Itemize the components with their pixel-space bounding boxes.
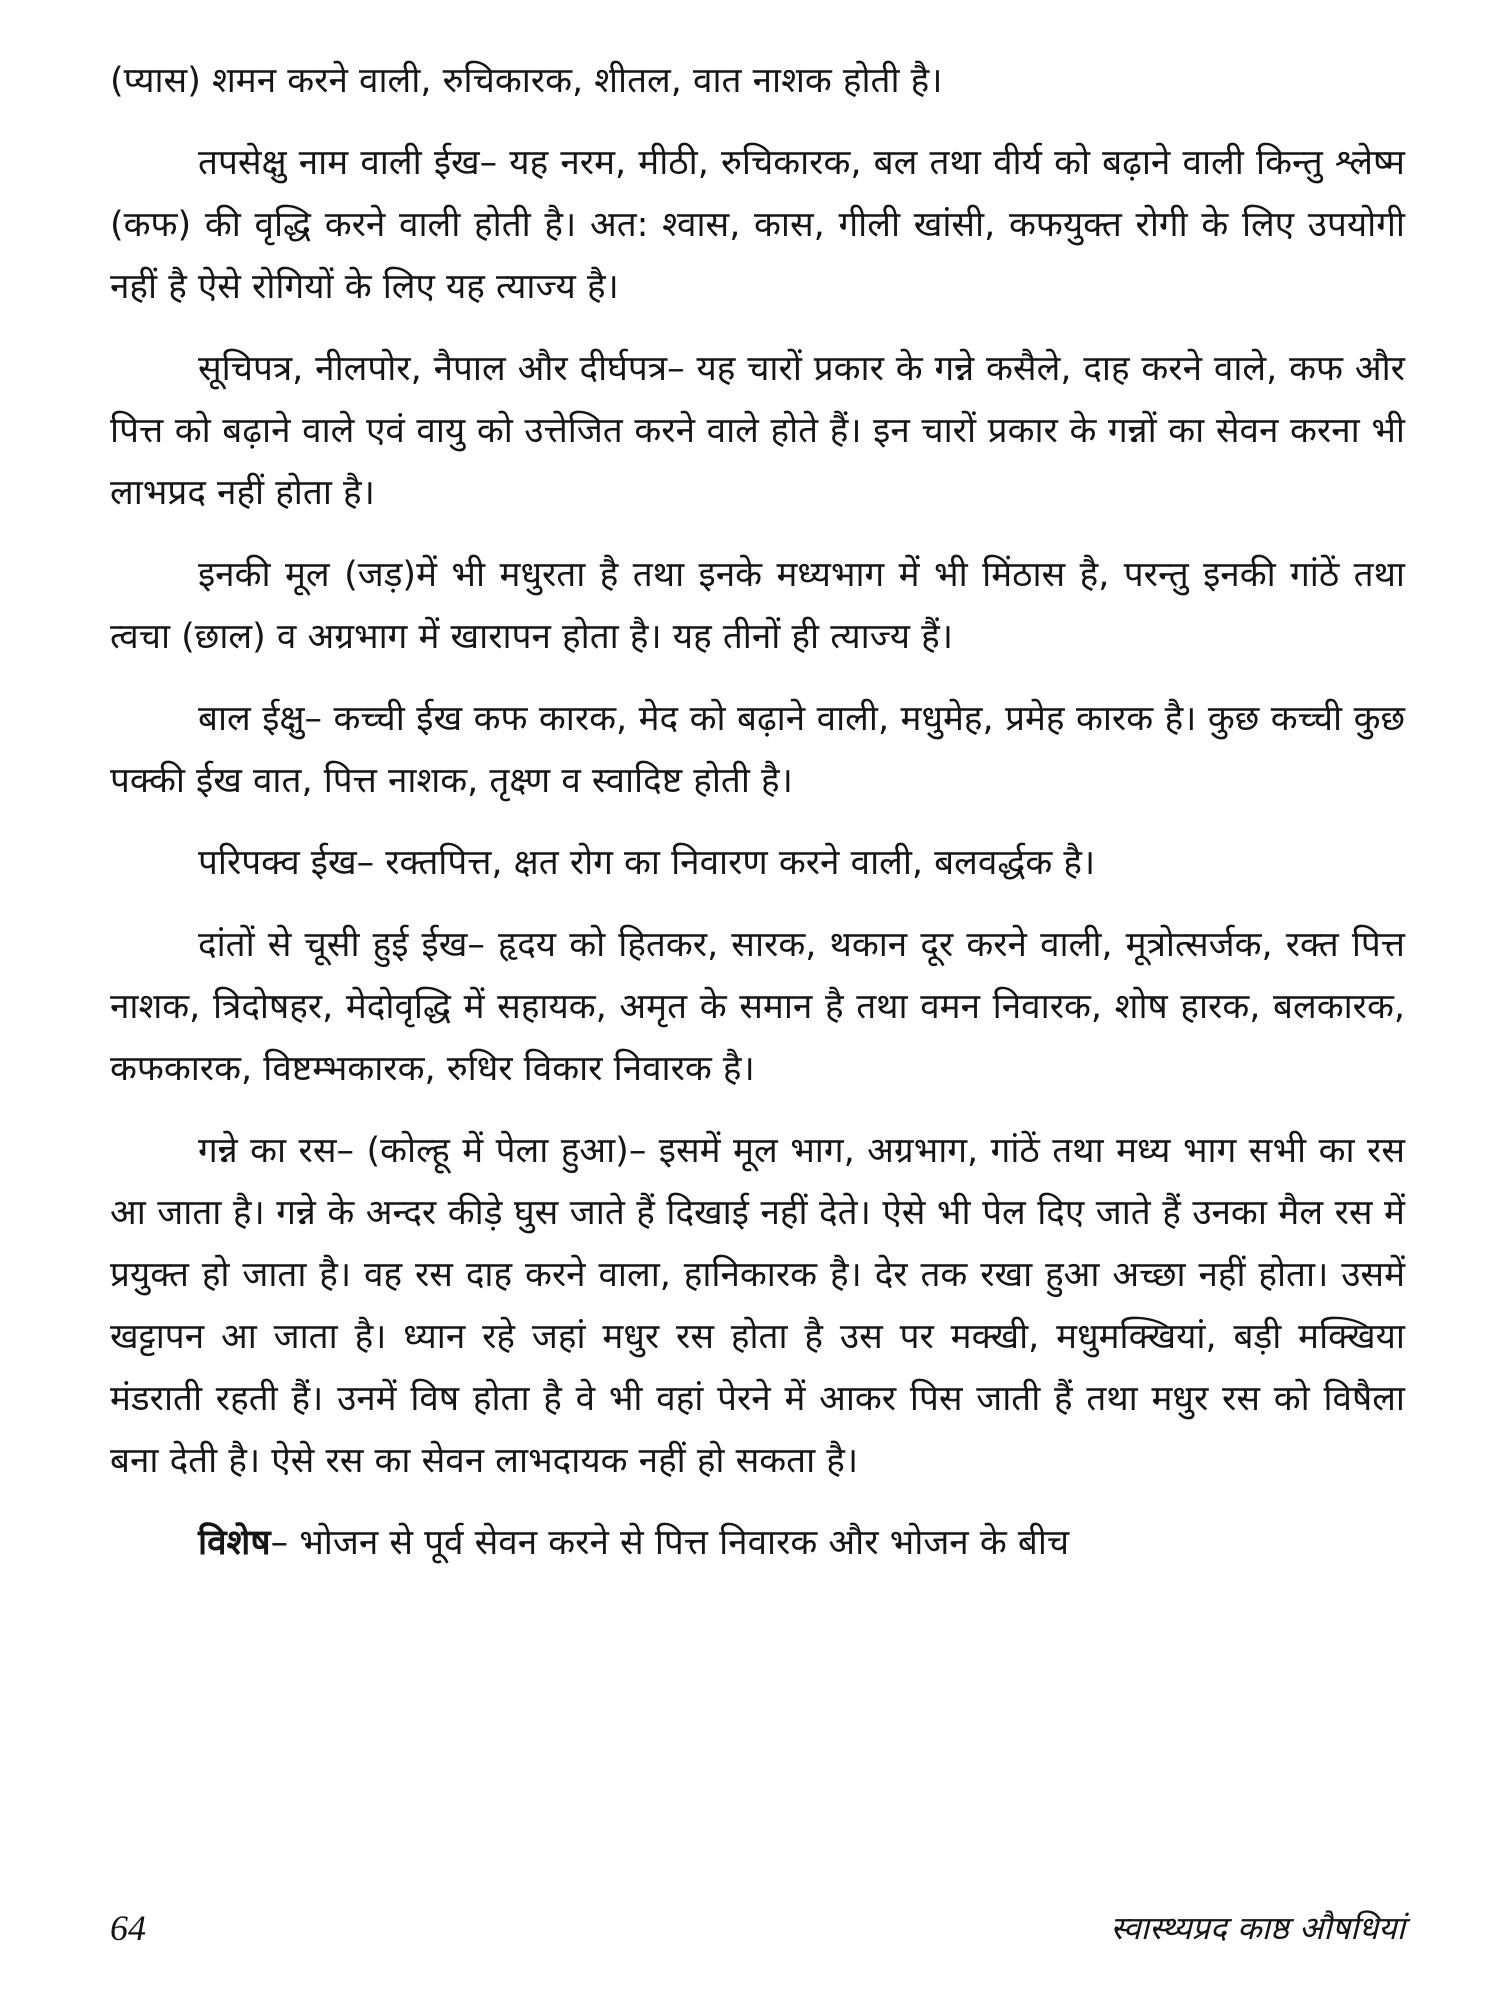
special-note-label: विशेष bbox=[198, 1523, 271, 1563]
page-body bbox=[110, 50, 1405, 1594]
paragraph-suchipatra: सूचिपत्र, नीलपोर, नैपाल और दीर्घपत्र– यह चारों प्रकार के गन्ने कसैले, दाह करने वाले, कफ और पित्त को बढ़ाने वाले एवं वायु को उत्तेजित करने वाले होते हैं। इन चारों प्रकार के गन्नों का सेवन करना भी लाभप्रद नहीं होता है। bbox=[110, 349, 1405, 513]
paragraph-sugarcane-juice: गन्ने का रस– (कोल्हू में पेला हुआ)– इसमें मूल भाग, अग्रभाग, गांठें तथा मध्य भाग सभी का रस आ जाता है। गन्ने के अन्दर कीड़े घुस जाते हैं दिखाई नहीं देते। ऐसे भी पेल दिए जाते हैं उनका मैल रस में प्रयुक्त हो जाता है। वह रस दाह करने वाला, हानिकारक है। देर तक रखा हुआ अच्छा नहीं होता। उसमें खट्टापन आ जाता है। ध्यान रहे जहां मधुर रस होता है उस पर मक्खी, मधुमक्खियां, बड़ी मक्खिया मंडराती रहती हैं। उनमें विष होता है वे भी वहां पेरने में आकर पिस जाती हैं तथा मधुर रस को विषैला बना देती है। ऐसे रस का सेवन लाभदायक नहीं हो सकता है। bbox=[110, 1131, 1405, 1481]
paragraph-bal-ikshu: बाल ईक्षु– कच्ची ईख कफ कारक, मेद को बढ़ाने वाली, मधुमेह, प्रमेह कारक है। कुछ कच्ची कुछ पक्की ईख वात, पित्त नाशक, तृक्ष्ण व स्वादिष्ट होती है। bbox=[110, 699, 1405, 801]
paragraph-chewed-sugarcane: दांतों से चूसी हुई ईख– हृदय को हितकर, सारक, थकान दूर करने वाली, मूत्रोत्सर्जक, रक्त पित्त नाशक, त्रिदोषहर, मेदोवृद्धि में सहायक, अमृत के समान है तथा वमन निवारक, शोष हारक, बलकारक, कफकारक, विष्टम्भकारक, रुधिर विकार निवारक है। bbox=[110, 925, 1405, 1089]
paragraph-special-note bbox=[110, 1512, 1405, 1574]
running-title: स्वास्थ्यप्रद काष्ठ औषधियां bbox=[1110, 1909, 1405, 1947]
page-number: 64 bbox=[110, 1908, 146, 1948]
paragraph-tapasekshu: तपसेक्षु नाम वाली ईख– यह नरम, मीठी, रुचिकारक, बल तथा वीर्य को बढ़ाने वाली किन्तु श्लेष्म (कफ) की वृद्धि करने वाली होती है। अत: श्वास, कास, गीली खांसी, कफयुक्त रोगी के लिए उपयोगी नहीं है ऐसे रोगियों के लिए यह त्याज्य है। bbox=[110, 143, 1405, 307]
paragraph-continuation: (प्यास) शमन करने वाली, रुचिकारक, शीतल, वात नाशक होती है। bbox=[110, 61, 943, 101]
special-note-text: – भोजन से पूर्व सेवन करने से पित्त निवारक और भोजन के बीच bbox=[270, 1523, 1070, 1563]
paragraph-root-sweetness: इनकी मूल (जड़)में भी मधुरता है तथा इनके मध्यभाग में भी मिंठास है, परन्तु इनकी गांठें तथा त्वचा (छाल) व अग्रभाग में खारापन होता है। यह तीनों ही त्याज्य हैं। bbox=[110, 555, 1405, 657]
paragraph-paripakva: परिपक्व ईख– रक्तपित्त, क्षत रोग का निवारण करने वाली, बलवर्द्धक है। bbox=[198, 843, 1096, 883]
page-footer bbox=[110, 1900, 1405, 1956]
